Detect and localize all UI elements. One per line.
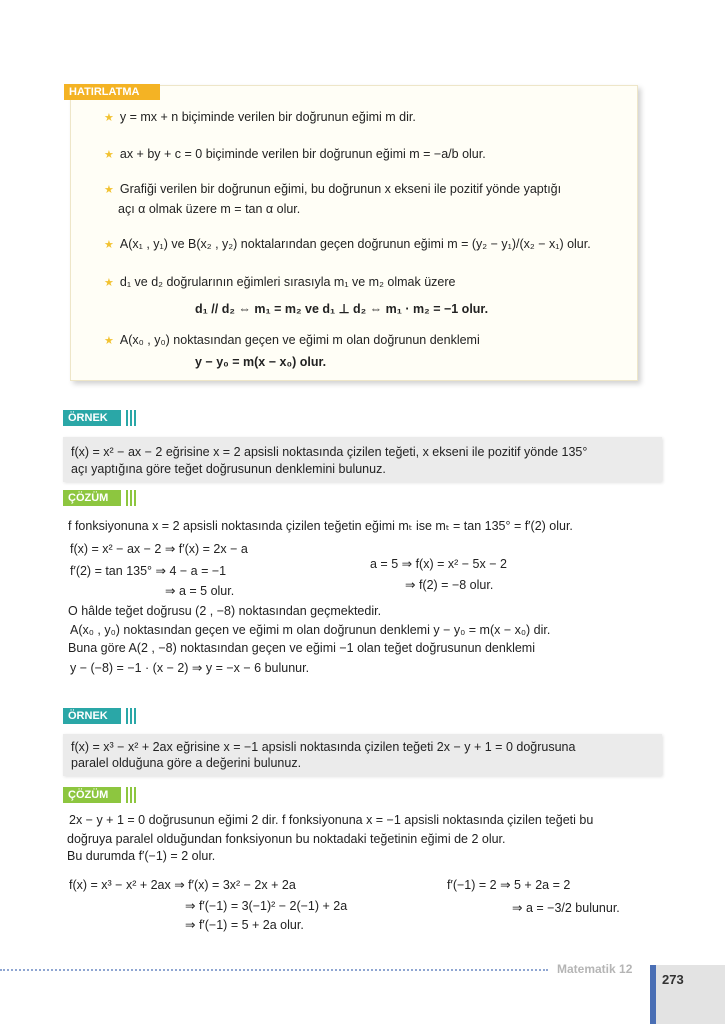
example-bars-icon <box>124 410 138 426</box>
solution-line: ⇒ a = 5 olur. <box>165 584 235 598</box>
reminder-item-formula: y − y₀ = m(x − x₀) olur. <box>195 355 327 369</box>
star-icon: ★ <box>104 335 114 347</box>
solution-line: f fonksiyonuna x = 2 apsisli noktasında çizilen teğetin eğimi mₜ ise mₜ = tan 135° = f′(2) olur. <box>68 519 573 533</box>
reminder-item: ★ d₁ ve d₂ doğrularının eğimleri sırasıyla m₁ ve m₂ olmak üzere <box>104 275 456 289</box>
solution-line: 2x − y + 1 = 0 doğrusunun eğimi 2 dir. f fonksiyonuna x = −1 apsisli noktasında çizilen teğeti bu <box>69 813 594 827</box>
solution-line: f(x) = x² − ax − 2 ⇒ f′(x) = 2x − a <box>70 542 248 556</box>
solution-line: f′(2) = tan 135° ⇒ 4 − a = −1 <box>70 564 227 578</box>
reminder-item: ★ A(x₁ , y₁) ve B(x₂ , y₂) noktalarından geçen doğrunun eğimi m = (y₂ − y₁)/(x₂ − x₁) olur. <box>104 237 591 251</box>
solution-line: Buna göre A(2 , −8) noktasından geçen ve eğimi −1 olan teğet doğrusunun denklemi <box>68 641 535 655</box>
reminder-item-cont: açı α olmak üzere m = tan α olur. <box>118 202 301 216</box>
star-icon: ★ <box>104 239 114 251</box>
solution-line: y − (−8) = −1 · (x − 2) ⇒ y = −x − 6 bulunur. <box>70 661 310 675</box>
solution-line: Bu durumda f′(−1) = 2 olur. <box>67 849 216 863</box>
reminder-item-formula: d₁ // d₂ ⇔ m₁ = m₂ ve d₁ ⊥ d₂ ⇔ m₁ · m₂ = −1 olur. <box>195 302 489 316</box>
reminder-item: ★ A(x₀ , y₀) noktasından geçen ve eğimi m olan doğrunun denklemi <box>104 333 480 347</box>
solution-line: ⇒ f(2) = −8 olur. <box>405 578 494 592</box>
solution-line: a = 5 ⇒ f(x) = x² − 5x − 2 <box>370 557 507 571</box>
star-icon: ★ <box>104 184 114 196</box>
star-icon: ★ <box>104 112 114 124</box>
book-title: Matematik 12 <box>557 962 633 976</box>
reminder-item: ★ Grafiği verilen bir doğrunun eğimi, bu doğrunun x ekseni ile pozitif yönde yaptığı <box>104 182 562 196</box>
solution-label: ÇÖZÜM <box>63 787 121 803</box>
solution-bars-icon <box>124 787 138 803</box>
reminder-item: ★ ax + by + c = 0 biçiminde verilen bir doğrunun eğimi m = −a/b olur. <box>104 147 486 161</box>
example-label: ÖRNEK <box>63 708 121 724</box>
example-question: f(x) = x² − ax − 2 eğrisine x = 2 apsisli noktasında çizilen teğeti, x ekseni ile pozitif yönde 135° açı yaptığına göre teğet doğrusunun denklemini bulunuz. <box>63 437 662 482</box>
star-icon: ★ <box>104 149 114 161</box>
solution-line: doğruya paralel olduğundan fonksiyonun bu noktadaki teğetinin eğimi de 2 olur. <box>67 832 506 846</box>
solution-label: ÇÖZÜM <box>63 490 121 506</box>
solution-line: ⇒ f′(−1) = 5 + 2a olur. <box>185 918 304 932</box>
solution-line: O hâlde teğet doğrusu (2 , −8) noktasından geçmektedir. <box>68 604 382 618</box>
solution-line: A(x₀ , y₀) noktasından geçen ve eğimi m olan doğrunun denklemi y − y₀ = m(x − x₀) dir. <box>70 623 551 637</box>
page-number: 273 <box>662 972 684 987</box>
solution-line: ⇒ a = −3/2 bulunur. <box>512 901 620 915</box>
example-label: ÖRNEK <box>63 410 121 426</box>
reminder-label: HATIRLATMA <box>64 84 160 100</box>
reminder-item: ★ y = mx + n biçiminde verilen bir doğrunun eğimi m dir. <box>104 110 416 124</box>
example-question: f(x) = x³ − x² + 2ax eğrisine x = −1 apsisli noktasında çizilen teğeti 2x − y + 1 = 0 doğrusuna paralel olduğuna göre a değerini bulunuz. <box>63 734 662 776</box>
solution-line: f(x) = x³ − x² + 2ax ⇒ f′(x) = 3x² − 2x + 2a <box>69 878 296 892</box>
solution-line: ⇒ f′(−1) = 3(−1)² − 2(−1) + 2a <box>185 899 348 913</box>
solution-bars-icon <box>124 490 138 506</box>
example-bars-icon <box>124 708 138 724</box>
star-icon: ★ <box>104 277 114 289</box>
solution-line: f′(−1) = 2 ⇒ 5 + 2a = 2 <box>447 878 571 892</box>
footer-divider <box>0 969 548 971</box>
